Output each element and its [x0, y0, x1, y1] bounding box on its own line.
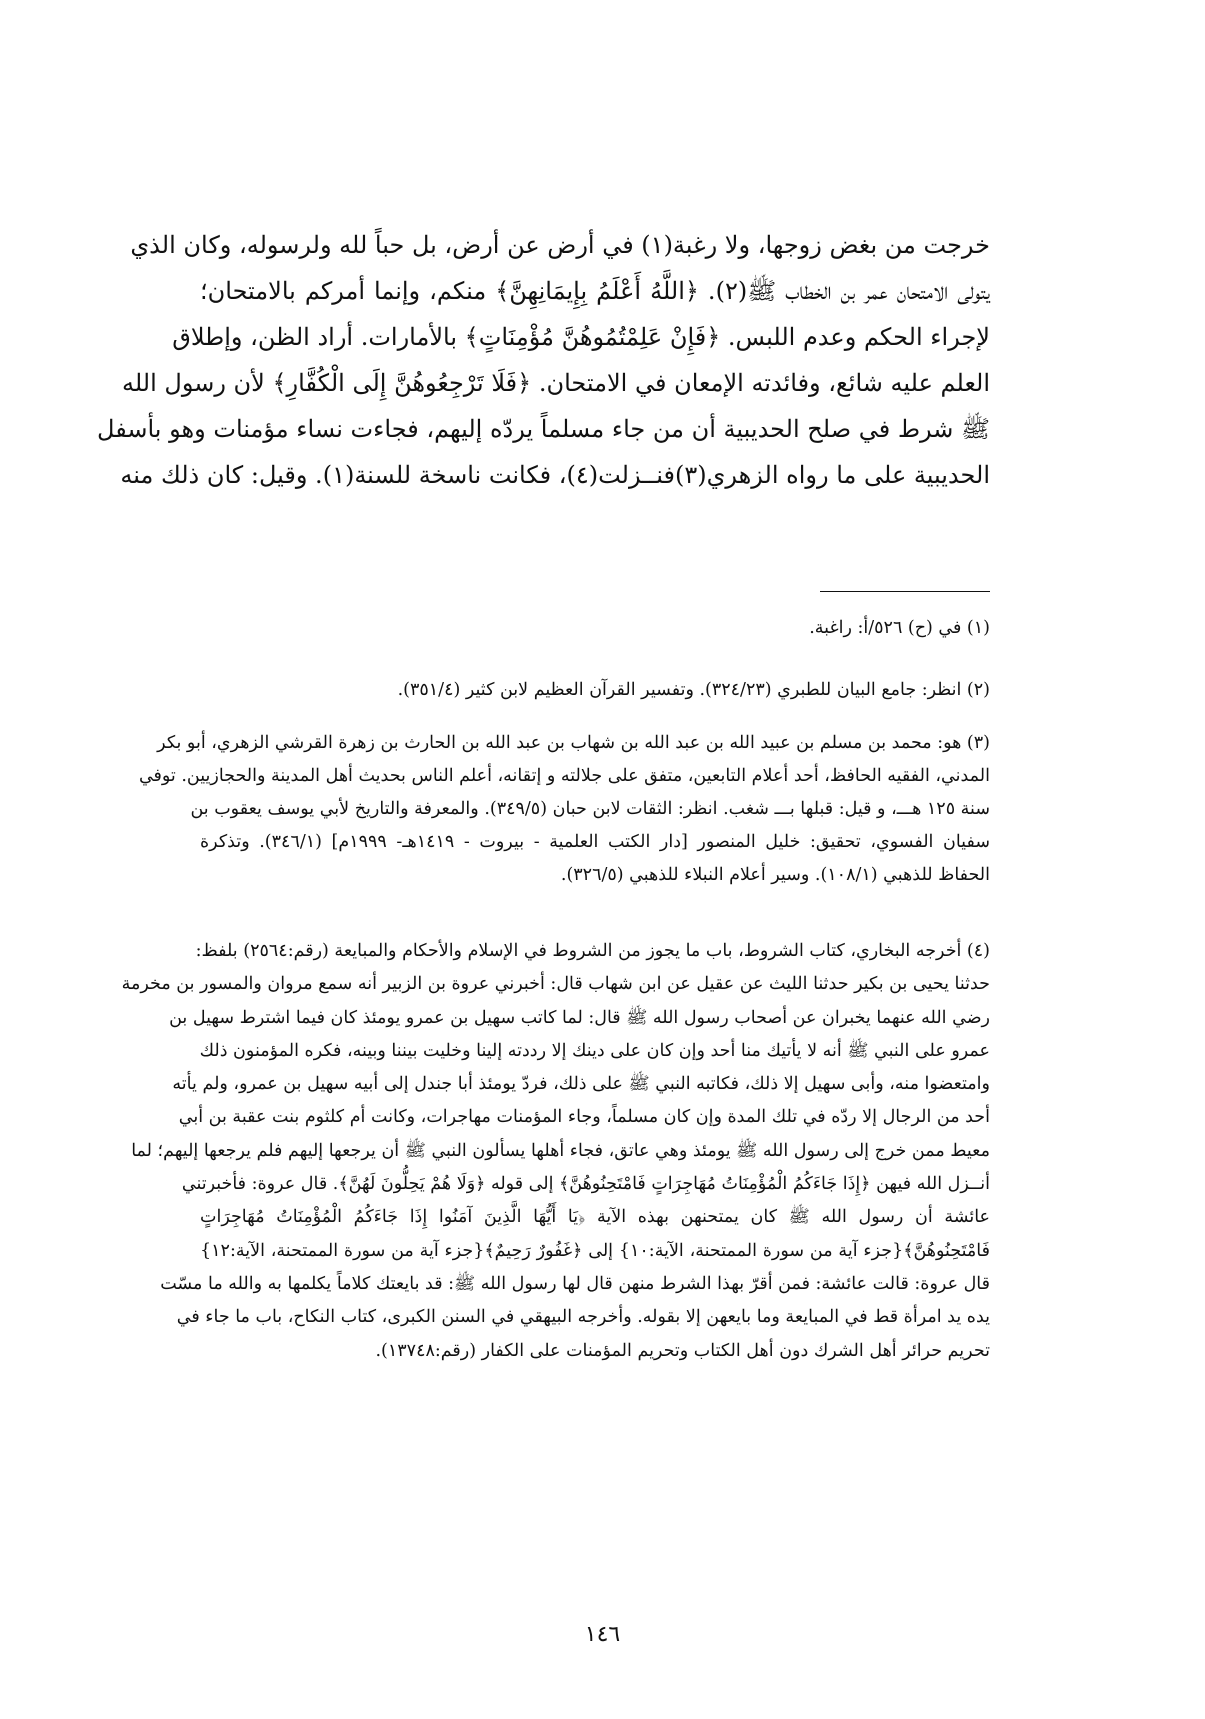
main-line: لإجراء الحكم وعدم اللبس. ﴿فَإِنْ عَلِمْتُمُوهُنَّ مُؤْمِنَاتٍ﴾ بالأمارات. أراد الظن، وإطلاق: [172, 323, 990, 351]
footnote-line: أنــزل الله فيهن ﴿إِذَا جَاءَكُمُ الْمُؤْمِنَاتُ مُهَاجِرَاتٍ فَامْتَحِنُوهُنَّ﴾ إلى قوله ﴿وَلَا هُمْ يَحِلُّونَ لَهُنَّ﴾. قال عروة: فأخبرتني: [181, 1174, 990, 1195]
main-text: [97, 222, 990, 498]
footnote-line: عائشة أن رسول الله ﷺ كان يمتحنهن بهذه الآية ﴿يَا أَيُّهَا الَّذِينَ آمَنُوا إِذَا جَاءَكُمُ الْمُؤْمِنَاتُ مُهَاجِرَاتٍ: [200, 1207, 990, 1228]
footnote-line: وامتعضوا منه، وأبى سهيل إلا ذلك، فكاتبه النبي ﷺ على ذلك، فردّ يومئذ أبا جندل إلى أبيه سهيل بن عمرو، ولم يأته: [172, 1074, 990, 1095]
footnote-line: معيط ممن خرج إلى رسول الله ﷺ يومئذ وهي عاتق، فجاء أهلها يسألون النبي ﷺ أن يرجعها إليهم فلم يرجعها إليهم؛ لما: [131, 1140, 990, 1161]
footnote-line: قال عروة: قالت عائشة: فمن أقرّ بهذا الشرط منهن قال لها رسول الله ﷺ: قد بايعتك كلاماً يكلمها به والله ما مسّت: [160, 1273, 990, 1294]
footnote-4: [121, 935, 990, 1368]
main-line: الحديبية على ما رواه الزهري(٣)فنــزلت(٤)، فكانت ناسخة للسنة(١). وقيل: كان ذلك منه: [120, 461, 990, 489]
footnote-line: (٢) انظر: جامع البيان للطبري (٣٢٤/٢٣). وتفسير القرآن العظيم لابن كثير (٣٥١/٤).: [397, 680, 990, 700]
footnote-line: أحد من الرجال إلا ردّه في تلك المدة وإن كان مسلماً، وجاء المؤمنات مهاجرات، وكانت أم كلثوم بنت عقبة بن أبي: [178, 1107, 990, 1128]
footnote-line: (٤) أخرجه البخاري، كتاب الشروط، باب ما يجوز من الشروط في الإسلام والأحكام والمبايعة (رقم:٢٥٦٤) بلفظ:: [195, 941, 990, 961]
footnote-2: [200, 674, 990, 707]
footnote-line: سفيان الفسوي، تحقيق: خليل المنصور [دار الكتب العلمية - بيروت - ١٤١٩هـ- ١٩٩٩م] (٣٤٦/١). وتذكرة: [200, 832, 990, 852]
footnote-separator: [820, 591, 990, 592]
footnote-line: (١) في (ح) ٥٢٦/أ: راغبة.: [809, 618, 990, 638]
footnote-line: عمرو على النبي ﷺ أنه لا يأتيك منا أحد وإن كان على دينك إلا رددته إلينا وخليت بيننا وبينه، فكره المؤمنون ذلك: [199, 1040, 990, 1061]
footnote-line: فَامْتَحِنُوهُنَّ﴾{جزء آية من سورة الممتحنة، الآية:١٠} إلى ﴿غَفُورٌ رَحِيمٌ﴾{جزء آية من سورة الممتحنة، الآية:١٢}: [200, 1240, 990, 1261]
footnote-line: حدثنا يحيى بن بكير حدثنا الليث عن عقيل عن ابن شهاب قال: أخبرني عروة بن الزبير أنه سمع مروان والمسور بن مخرمة: [121, 974, 990, 995]
main-line: يتولى الامتحان عمر بن الخطاب ﷺ(٢). ﴿اللَّهُ أَعْلَمُ بِإِيمَانِهِنَّ﴾ منكم، وإنما أمركم بالامتحان؛: [200, 277, 990, 305]
main-line: خرجت من بغض زوجها، ولا رغبة(١) في أرض عن أرض، بل حباً لله ولرسوله، وكان الذي: [130, 231, 990, 259]
footnote-line: الحفاظ للذهبي (١٠٨/١). وسير أعلام النبلاء للذهبي (٣٢٦/٥).: [560, 865, 990, 885]
page-number: ١٤٦: [584, 1622, 621, 1647]
main-line: ﷺ شرط في صلح الحديبية أن من جاء مسلماً يردّه إليهم، فجاءت نساء مؤمنات وهو بأسفل: [97, 415, 990, 443]
footnote-line: (٣) هو: محمد بن مسلم بن عبيد الله بن عبد الله بن شهاب بن عبد الله بن الحارث بن زهرة القرشي الزهري، أبو بكر: [157, 733, 990, 753]
footnote-line: سنة ١٢٥ هـــ، و قيل: قبلها بـــ شغب. انظر: الثقات لابن حبان (٣٤٩/٥). والمعرفة والتاريخ لأبي يوسف يعقوب بن: [190, 799, 990, 819]
footnote-line: تحريم حرائر أهل الشرك دون أهل الكتاب وتحريم المؤمنات على الكفار (رقم:١٣٧٤٨).: [375, 1340, 990, 1361]
main-line: العلم عليه شائع، وفائدته الإمعان في الامتحان. ﴿فَلَا تَرْجِعُوهُنَّ إِلَى الْكُفَّارِ﴾ لأن رسول الله: [121, 369, 990, 397]
footnote-3: [138, 727, 990, 892]
footnote-line: رضي الله عنهما يخبران عن أصحاب رسول الله ﷺ قال: لما كاتب سهيل بن عمرو يومئذ كان فيما اشترط سهيل بن: [169, 1007, 990, 1028]
footnote-line: يده يد امرأة قط في المبايعة وما بايعهن إلا بقوله. وأخرجه البيهقي في السنن الكبرى، كتاب النكاح، باب ما جاء في: [176, 1307, 990, 1328]
footnote-line: المدني، الفقيه الحافظ، أحد أعلام التابعين، متفق على جلالته و إتقانه، أعلم الناس بحديث أهل المدينة والحجازيين. توفي: [138, 766, 990, 786]
footnote-1: [200, 612, 990, 645]
